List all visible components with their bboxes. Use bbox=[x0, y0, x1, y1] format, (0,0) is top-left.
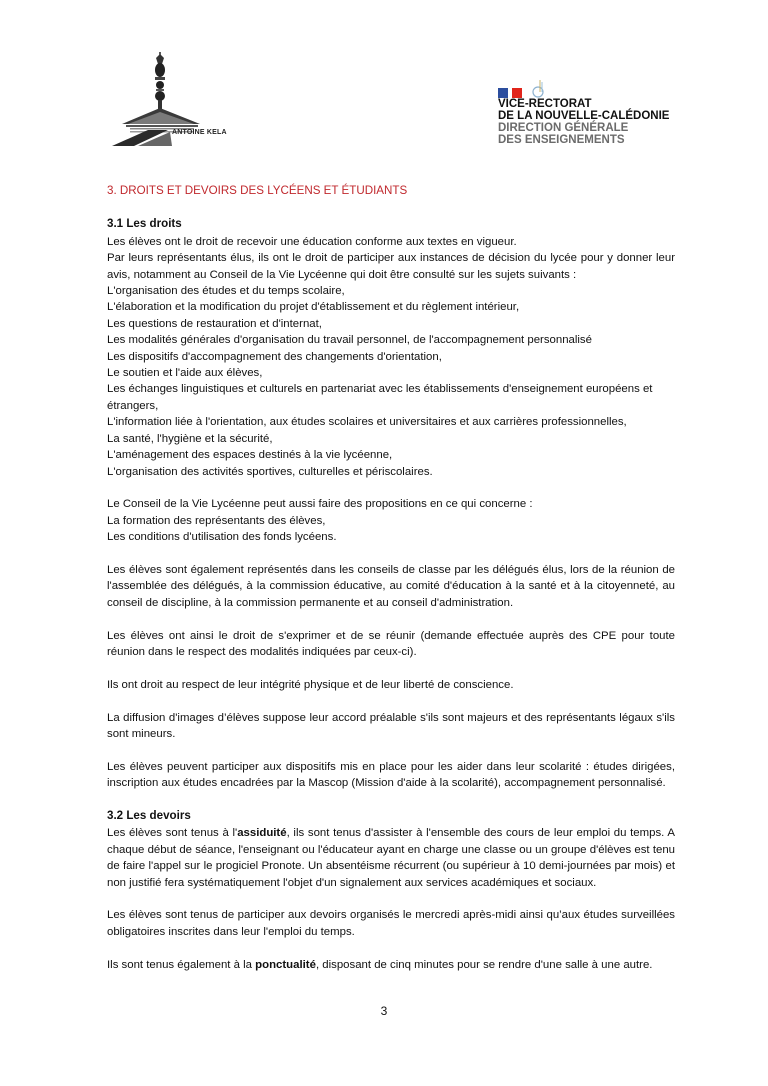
paragraph: Les élèves ont ainsi le droit de s'exprimer et de se réunir (demande effectuée auprès des CPE pour toute réunion dans le respect des modalités indiquées par ceux-ci). bbox=[107, 629, 675, 658]
list-item: La santé, l'hygiène et la sécurité, bbox=[107, 432, 273, 445]
republique-francaise-flag-icon bbox=[498, 88, 522, 98]
page-number: 3 bbox=[380, 1004, 388, 1018]
list-item: Le soutien et l'aide aux élèves, bbox=[107, 367, 263, 380]
institution-direction-line: DES ENSEIGNEMENTS bbox=[498, 134, 625, 146]
list-item: L'aménagement des espaces destinés à la vie lycéenne, bbox=[107, 449, 393, 462]
institution-name-line: DE LA NOUVELLE-CALÉDONIE bbox=[498, 110, 670, 122]
paragraph: Les élèves ont le droit de recevoir une éducation conforme aux textes en vigueur. bbox=[107, 235, 517, 248]
text-run: Les élèves sont tenus à l' bbox=[107, 827, 238, 840]
vice-rectorat-logo bbox=[498, 74, 669, 146]
subsection-heading-duties: 3.2 Les devoirs bbox=[107, 808, 191, 822]
document-body bbox=[107, 183, 675, 973]
paragraph: Les élèves sont également représentés dans les conseils de classe par les délégués élus, lors de la réunion de l'assemblée des délégués, à la commission éducative, au comité d'éducation à la santé et à la citoyenneté, au conseil de discipline, à la commission permanente et au conseil d'administration. bbox=[107, 563, 675, 609]
institution-direction-line: DIRECTION GÉNÉRALE bbox=[498, 122, 629, 134]
list-item: Les modalités générales d'organisation du travail personnel, de l'accompagnement personnalisé bbox=[107, 334, 592, 347]
list-item: L'élaboration et la modification du projet d'établissement et du règlement intérieur, bbox=[107, 301, 520, 314]
text-run: Ils sont tenus également à la bbox=[107, 958, 256, 971]
list-item: Les conditions d'utilisation des fonds lycéens. bbox=[107, 531, 337, 544]
bold-term: ponctualité bbox=[255, 958, 316, 971]
paragraph: Les élèves peuvent participer aux dispositifs mis en place pour les aider dans leur scolarité : études dirigées, inscription aux études encadrées par la Mascop (Mission d'aide à la scolarité), accompagnement personnalisé. bbox=[107, 760, 675, 790]
paragraph-assiduity bbox=[107, 825, 675, 891]
list-item: Les échanges linguistiques et culturels en partenariat avec les établissements d'enseignement européens et étrangers, bbox=[107, 383, 653, 412]
list-item: L'information liée à l'orientation, aux études scolaires et universitaires et aux carrières professionnelles, bbox=[107, 416, 627, 429]
text-run: , ils sont tenus d'assister à l'ensemble des cours de leur emploi du temps. A chaque début de séance, l'enseignant ou l'éducateur ayant en charge une classe ou un groupe d'élèves est tenu de faire l'appel sur le progiciel Pronote. Un absentéisme récurrent (ou supérieur à 10 demi-journées par mois) et non justifié fera systématiquement l'objet d'un signalement aux services académiques et sociaux. bbox=[107, 827, 675, 889]
paragraph: Par leurs représentants élus, ils ont le droit de participer aux instances de décision du lycée pour y donner leur avis, notamment au Conseil de la Vie Lycéenne qui doit être consulté sur les sujets suivants : bbox=[107, 252, 675, 281]
bold-term: assiduité bbox=[237, 827, 287, 840]
list-item: La formation des représentants des élèves, bbox=[107, 514, 326, 527]
paragraph: Ils ont droit au respect de leur intégrité physique et de leur liberté de conscience. bbox=[107, 678, 514, 691]
cvl-proposals-list bbox=[107, 513, 675, 546]
paragraph-punctuality bbox=[107, 957, 675, 973]
institution-name-line: VICE-RECTORAT bbox=[498, 98, 592, 110]
subsection-heading-rights: 3.1 Les droits bbox=[107, 217, 182, 231]
vice-rectorat-emblem-icon bbox=[532, 78, 544, 98]
list-item: Les dispositifs d'accompagnement des changements d'orientation, bbox=[107, 350, 442, 363]
text-run: , disposant de cinq minutes pour se rendre d'une salle à une autre. bbox=[315, 958, 653, 971]
paragraph: Les élèves sont tenus de participer aux devoirs organisés le mercredi après-midi ainsi qu’aux études surveillées obligatoires inscrites dans leur l'emploi du temps. bbox=[107, 909, 675, 938]
lycee-logo-caption: ANTOINE KELA bbox=[172, 129, 227, 136]
paragraph: La diffusion d'images d’élèves suppose leur accord préalable s'ils sont majeurs et des représentants légaux s'ils sont mineurs. bbox=[107, 711, 675, 740]
cvl-subjects-list bbox=[107, 283, 675, 480]
section-title: 3. DROITS ET DEVOIRS DES LYCÉENS ET ÉTUDIANTS bbox=[107, 184, 408, 197]
paragraph: Le Conseil de la Vie Lycéenne peut aussi faire des propositions en ce qui concerne : bbox=[107, 498, 533, 511]
list-item: L'organisation des activités sportives, culturelles et périscolaires. bbox=[107, 465, 433, 478]
list-item: Les questions de restauration et d'internat, bbox=[107, 317, 322, 330]
list-item: L'organisation des études et du temps scolaire, bbox=[107, 285, 345, 298]
